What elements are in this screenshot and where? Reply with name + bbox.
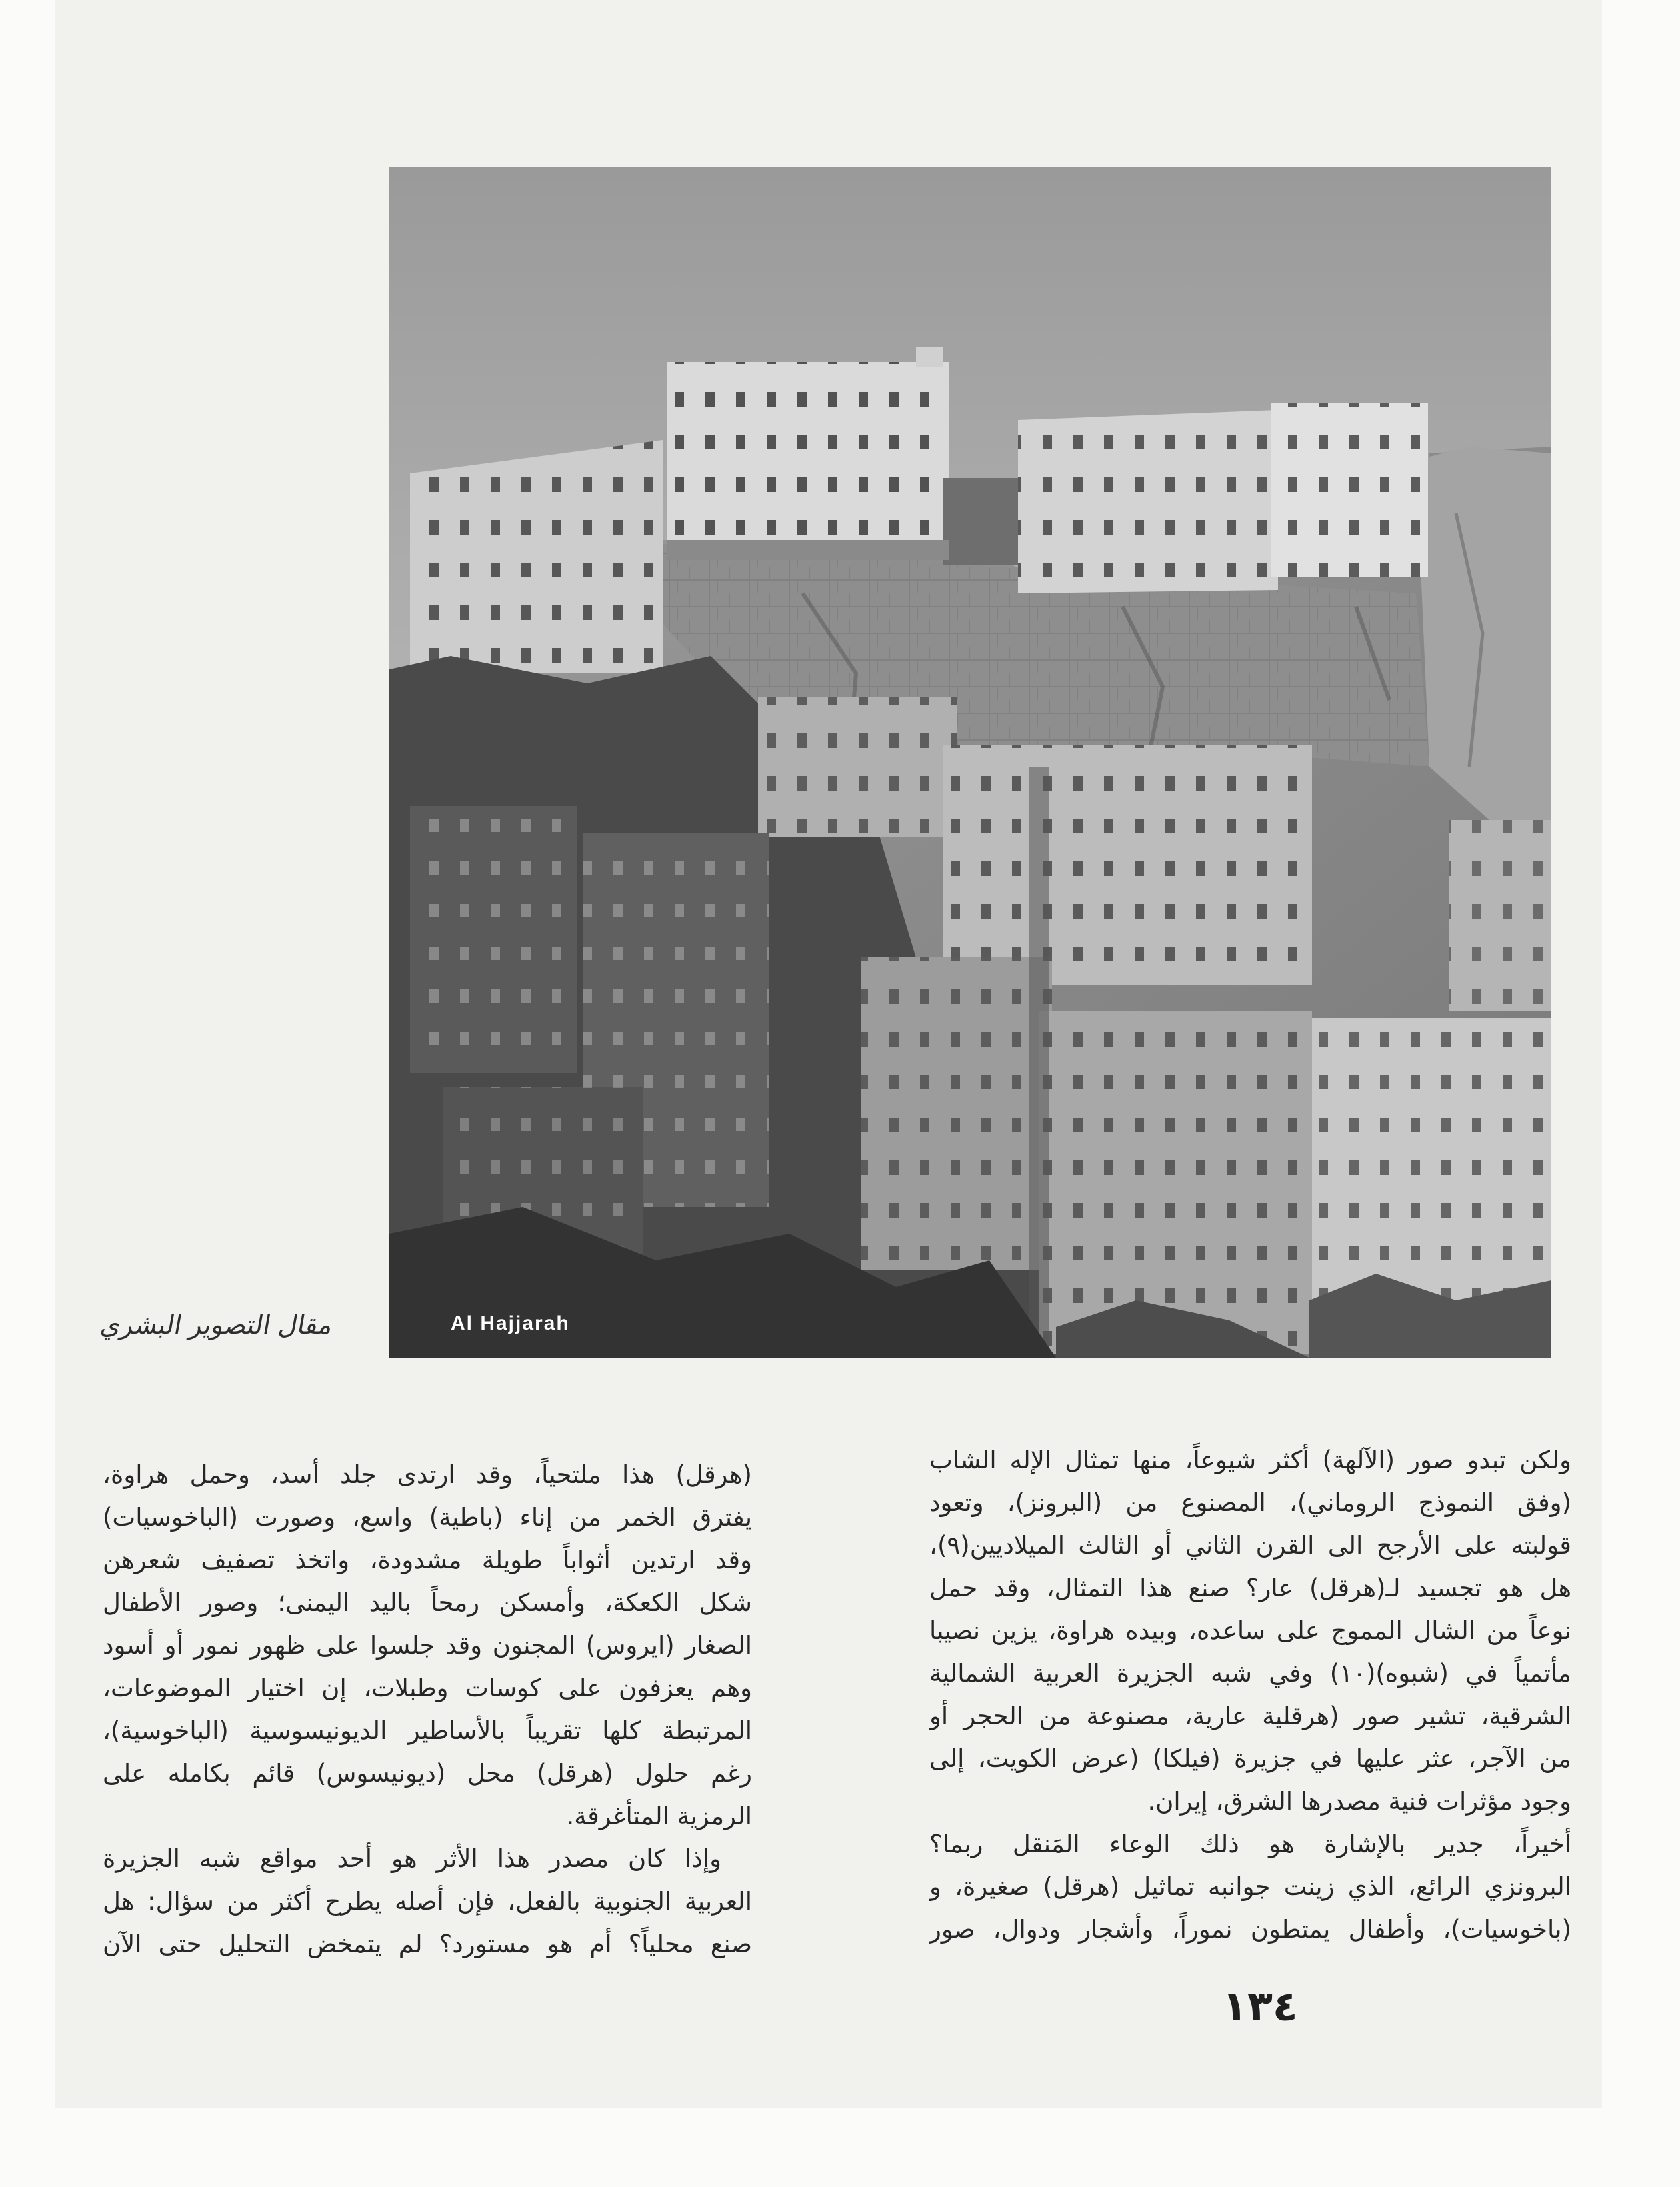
text-line: وجود مؤثرات فنية مصدرها الشرق، إيران. xyxy=(1147,1787,1571,1816)
text-line: من الآجر، عثر عليها في جزيرة (فيلكا) (عرض الكويت، إلى xyxy=(929,1744,1571,1773)
text-line: مأتمياً في (شبوه)(١٠) وفي شبه الجزيرة العربية الشمالية xyxy=(929,1659,1571,1688)
text-line: قولبته على الأرجح الى القرن الثاني أو الثالث الميلاديين(٩)، xyxy=(929,1531,1571,1560)
text-line: الصغار (ايروس) المجنون وقد جلسوا على ظهور نمور أو أسود xyxy=(103,1631,752,1660)
text-line: أخيراً، جدير بالإشارة هو ذلك الوعاء المَنقل ربما؟ xyxy=(929,1830,1571,1858)
text-line: البرونزي الرائع، الذي زينت جوانبه تماثيل (هرقل) صغيرة، و xyxy=(929,1872,1571,1901)
text-line: شكل الكعكة، وأمسكن رمحاً باليد اليمنى؛ وصور الأطفال xyxy=(103,1588,752,1617)
text-line: صنع محلياً؟ أم هو مستورد؟ لم يتمخض التحليل حتى الآن xyxy=(103,1930,752,1958)
text-line: ولكن تبدو صور (الآلهة) أكثر شيوعاً، منها تمثال الإله الشاب xyxy=(929,1446,1571,1474)
text-line: العربية الجنوبية بالفعل، فإن أصله يطرح أكثر من سؤال: هل xyxy=(103,1887,752,1916)
text-line: وإذا كان مصدر هذا الأثر هو أحد مواقع شبه الجزيرة xyxy=(103,1844,721,1873)
text-line: (وفق النموذج الروماني)، المصنوع من (البرونز)، وتعود xyxy=(929,1488,1571,1517)
text-line: المرتبطة كلها تقريباً بالأساطير الديونيسوسية (الباخوسية)، xyxy=(103,1716,752,1745)
village-photo-drawing xyxy=(389,167,1551,1358)
text-line: يفترق الخمر من إناء (باطية) واسع، وصورت (الباخوسيات) xyxy=(103,1503,752,1532)
page-number: ١٣٤ xyxy=(1222,1982,1298,2030)
text-line: هل هو تجسيد لـ(هرقل) عار؟ صنع هذا التمثال، وقد حمل xyxy=(929,1574,1571,1602)
text-column-right xyxy=(929,1439,1571,1951)
text-line: وهم يعزفون على كوسات وطبلات، إن اختيار الموضوعات، xyxy=(103,1674,752,1702)
text-column-left xyxy=(103,1454,752,1966)
text-line: (باخوسيات)، وأطفال يمتطون نموراً، وأشجار ودوال، صور xyxy=(929,1915,1571,1944)
text-line: الرمزية المتأغرقة. xyxy=(566,1802,752,1830)
text-line: رغم حلول (هرقل) محل (ديونيسوس) قائم بكامله على xyxy=(103,1759,752,1788)
village-photo xyxy=(389,167,1551,1358)
handwritten-note: مقال التصوير البشري xyxy=(98,1310,335,1340)
text-line: (هرقل) هذا ملتحياً، وقد ارتدى جلد أسد، وحمل هراوة، xyxy=(103,1460,752,1489)
text-line: الشرقية، تشير صور (هرقلية عارية، مصنوعة من الحجر أو xyxy=(929,1702,1571,1730)
photo-caption: Al Hajjarah xyxy=(451,1312,570,1334)
text-line: وقد ارتدين أثواباً طويلة مشدودة، واتخذ تصفيف شعرهن xyxy=(103,1546,752,1574)
text-line: نوعاً من الشال المموج على ساعده، وبيده هراوة، يزين نصيبا xyxy=(929,1616,1571,1645)
